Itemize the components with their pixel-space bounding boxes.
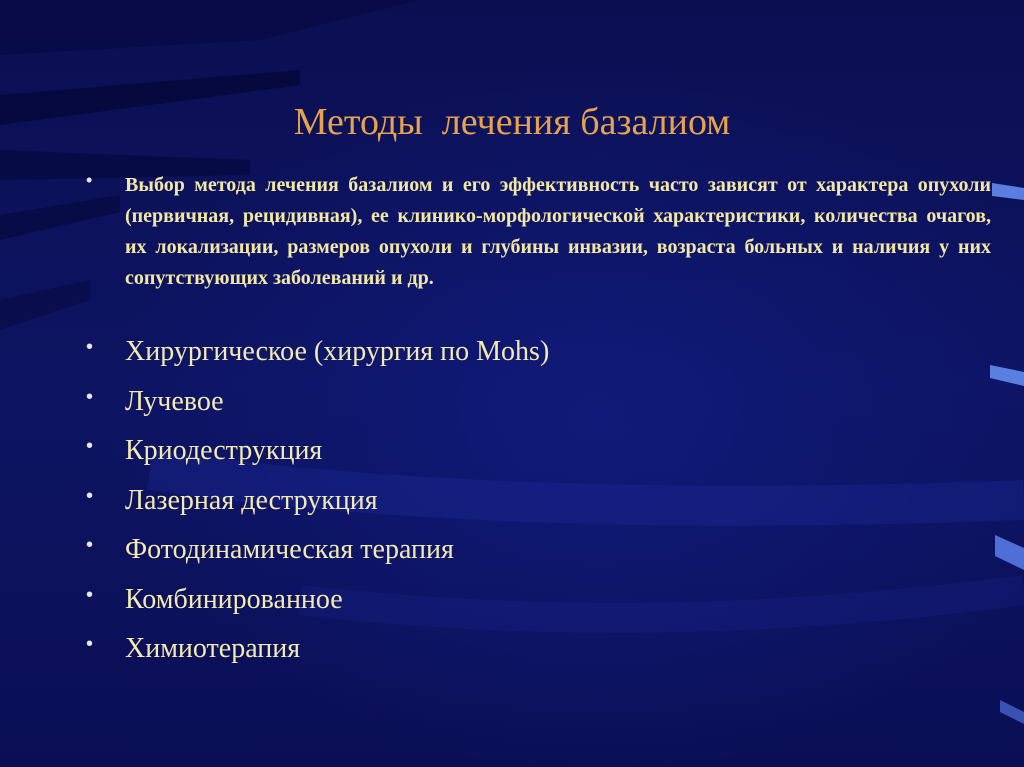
list-item-label: Лучевое [125, 385, 224, 417]
bullet-icon: • [86, 170, 93, 190]
bg-band [0, 195, 120, 240]
list-item [0, 530, 1024, 580]
bullet-icon: • [86, 336, 94, 358]
list-item-label: Лазерная деструкция [125, 484, 378, 516]
bullet-icon: • [86, 435, 94, 457]
list-item-label: Комбинированное [125, 583, 343, 615]
list-item [0, 481, 1024, 531]
bullet-icon: • [86, 385, 94, 408]
treatment-methods-list [0, 332, 1024, 679]
list-item [0, 382, 1024, 432]
bullet-icon: • [86, 583, 94, 606]
bg-band [0, 280, 90, 330]
bullet-icon: • [86, 633, 94, 655]
accent-stripe [992, 183, 1024, 200]
lead-paragraph: Выбор метода лечения базалиом и его эффективность часто зависят от характера опухоли (первичная, рецидивная), ее клинико-морфологической характеристики, количества очагов, их локализации, размеров опухоли и глубины инвазии, возраста больных и наличия у них сопутствующих заболеваний и др. [125, 174, 991, 289]
list-item [0, 580, 1024, 630]
bg-band [0, 0, 420, 55]
list-item-label: Хирургическое (хирургия по Mohs) [125, 336, 550, 367]
list-item [0, 629, 1024, 679]
list-item-label: Криодеструкция [125, 435, 323, 466]
slide-title: Методы лечения базалиом [293, 101, 731, 143]
bullet-icon: • [86, 534, 94, 556]
list-item [0, 332, 1024, 382]
list-item-label: Химиотерапия [125, 633, 301, 664]
list-item-label: Фотодинамическая терапия [125, 534, 454, 565]
list-item [0, 431, 1024, 481]
bullet-icon: • [86, 484, 94, 507]
accent-stripe [1000, 700, 1024, 724]
